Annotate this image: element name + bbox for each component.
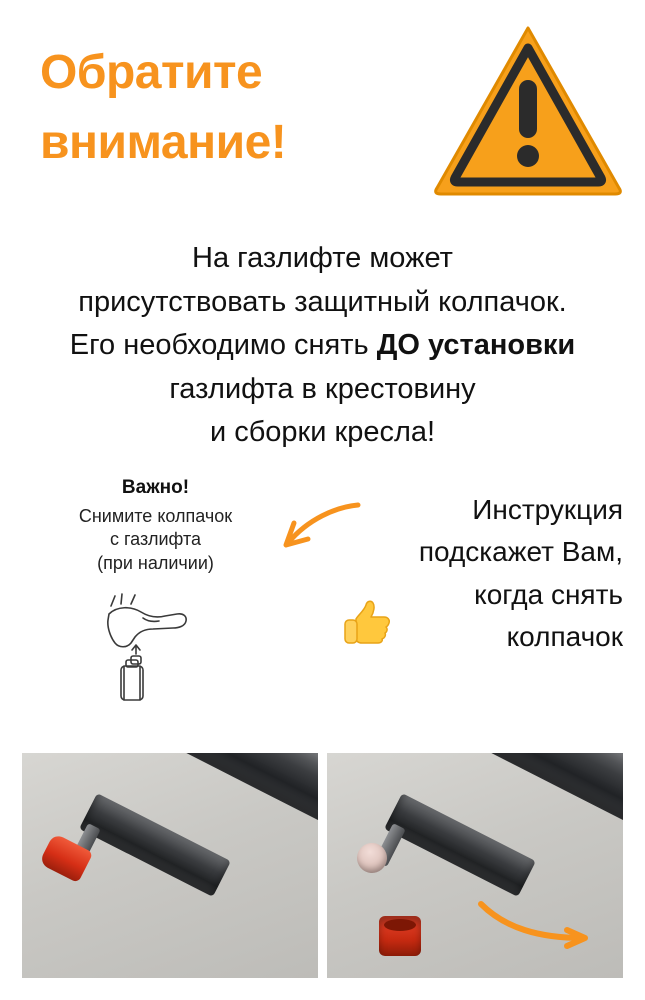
middle-section xyxy=(0,477,645,742)
notice-line-3-text: Его необходимо снять xyxy=(69,329,377,361)
notice-line-2: присутствовать защитный колпачок. xyxy=(78,285,567,318)
header-section xyxy=(0,0,645,215)
removed-red-cap xyxy=(379,916,421,956)
page-title-line-1: Обратите xyxy=(40,46,263,99)
gas-lift-body xyxy=(124,753,318,826)
important-title: Важно! xyxy=(121,476,190,498)
gas-lift-body xyxy=(429,753,623,826)
important-block xyxy=(48,477,263,714)
instruction-line-3: когда снять xyxy=(474,578,623,610)
notice-line-1: На газлифте может xyxy=(192,242,453,274)
hand-removing-cap-illustration xyxy=(91,588,221,708)
important-line-3: (при наличии) xyxy=(97,553,214,574)
curved-arrow-right-icon xyxy=(477,894,597,950)
gas-lift-cap-removed-photo xyxy=(327,753,623,978)
notice-line-5: и сборки кресла! xyxy=(209,416,436,448)
notice-line-4: газлифта в крестовину xyxy=(169,372,476,405)
gas-lift-rod xyxy=(79,793,231,897)
warning-triangle-exclamation-icon xyxy=(433,22,623,197)
instruction-line-2: подскажет Вам, xyxy=(418,536,623,568)
gas-lift-rod xyxy=(384,793,536,897)
notice-emphasis: ДО установки xyxy=(376,329,576,361)
notice-line-3 xyxy=(20,324,625,368)
page-title-line-2: внимание! xyxy=(40,115,287,169)
photo-strip xyxy=(22,753,623,978)
instruction-line-4: колпачок xyxy=(506,621,623,653)
important-text xyxy=(48,505,263,577)
important-line-1: Снимите колпачок xyxy=(78,505,233,526)
notice-paragraph xyxy=(20,215,625,455)
thumbs-up-emoji xyxy=(340,595,396,651)
gas-lift-with-red-cap-photo xyxy=(22,753,318,978)
instruction-line-1: Инструкция xyxy=(472,493,623,525)
page-title xyxy=(40,38,440,177)
important-line-2: с газлифта xyxy=(109,529,202,550)
